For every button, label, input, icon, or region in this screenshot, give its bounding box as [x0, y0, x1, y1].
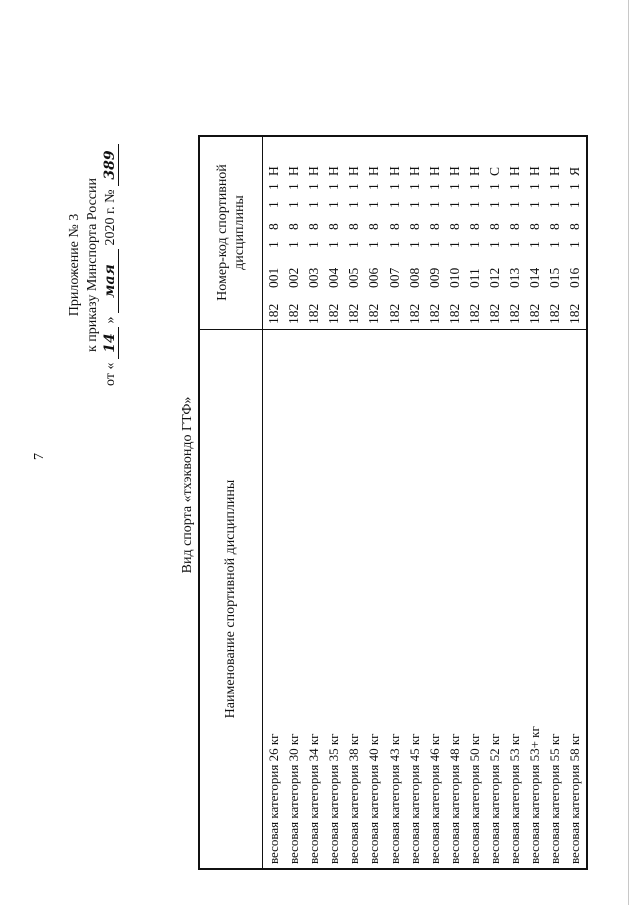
discipline-code: [385, 162, 405, 324]
discipline-name: весовая категория 43 кг: [386, 733, 402, 864]
code-part: 8: [266, 223, 281, 230]
table-row: [324, 137, 344, 868]
code-part: 1: [547, 241, 563, 248]
table-row: [565, 137, 585, 868]
table-row: [364, 137, 384, 868]
code-part: 182: [507, 303, 523, 324]
date-mid: »: [103, 316, 118, 324]
discipline-name: весовая категория 52 кг: [487, 733, 503, 864]
table-row: [264, 137, 284, 868]
discipline-code: [425, 162, 445, 324]
code-part: 182: [466, 303, 482, 324]
code-part: Н: [326, 166, 342, 176]
code-part: 011: [466, 268, 482, 288]
code-part: Н: [426, 166, 442, 176]
code-part: С: [487, 166, 503, 176]
code-part: 182: [366, 303, 382, 324]
code-part: 182: [266, 303, 281, 324]
code-part: 1: [487, 201, 503, 208]
code-part: Я: [567, 166, 583, 176]
code-part: 1: [326, 201, 342, 208]
table-header: [200, 137, 263, 868]
code-part: 1: [527, 201, 543, 208]
date-month-handwritten: мая: [102, 249, 119, 313]
discipline-code: [465, 162, 485, 324]
code-part: 1: [406, 241, 422, 248]
code-part: 1: [547, 201, 563, 208]
code-part: Н: [466, 166, 482, 176]
discipline-code: [545, 162, 565, 324]
sport-title: Вид спорта «тхэквондо ГТФ»: [180, 396, 195, 574]
table-row: [545, 137, 565, 868]
page-number: 7: [32, 453, 47, 460]
discipline-name: весовая категория 45 кг: [406, 733, 422, 864]
code-part: 007: [386, 267, 402, 288]
date-year: 2020 г. №: [103, 189, 118, 246]
code-part: 1: [266, 241, 281, 248]
code-part: 1: [487, 183, 503, 190]
code-part: 8: [446, 223, 462, 230]
appendix-title: Приложение № 3: [67, 213, 82, 317]
discipline-name: весовая категория 30 кг: [286, 733, 302, 864]
header-discipline-code: [200, 136, 262, 330]
code-part: 1: [567, 183, 583, 190]
code-part: 004: [326, 267, 342, 288]
date-prefix: от «: [103, 362, 118, 386]
code-part: 182: [306, 303, 322, 324]
discipline-name: весовая категория 46 кг: [426, 733, 442, 864]
code-part: 8: [426, 223, 442, 230]
code-part: Н: [346, 166, 362, 176]
code-part: 1: [386, 183, 402, 190]
code-part: Н: [507, 166, 523, 176]
table-row: [425, 137, 445, 868]
code-part: 1: [326, 241, 342, 248]
table-row: [525, 137, 545, 868]
code-part: 1: [527, 241, 543, 248]
code-part: 1: [507, 183, 523, 190]
code-part: 014: [527, 267, 543, 288]
table-body: [264, 137, 586, 868]
appendix-block: [66, 115, 120, 415]
code-part: 1: [266, 183, 281, 190]
discipline-name: весовая категория 53+ кг: [527, 726, 543, 864]
code-part: 1: [507, 201, 523, 208]
header-code-line1: Номер-код спортивной: [215, 164, 230, 301]
discipline-code: [304, 162, 324, 324]
code-part: 010: [446, 267, 462, 288]
code-part: 8: [366, 223, 382, 230]
code-part: Н: [386, 166, 402, 176]
code-part: 001: [266, 267, 281, 288]
discipline-code: [284, 162, 304, 324]
table-row: [505, 137, 525, 868]
code-part: 1: [366, 183, 382, 190]
discipline-code: [344, 162, 364, 324]
discipline-code: [264, 162, 284, 324]
code-part: 1: [346, 201, 362, 208]
code-part: 182: [527, 303, 543, 324]
code-part: 015: [547, 267, 563, 288]
code-part: Н: [547, 166, 563, 176]
table-row: [344, 137, 364, 868]
code-part: Н: [446, 166, 462, 176]
code-part: Н: [286, 166, 302, 176]
code-part: Н: [266, 166, 281, 176]
code-part: 8: [326, 223, 342, 230]
code-part: 8: [306, 223, 322, 230]
code-part: 1: [527, 183, 543, 190]
code-part: 1: [567, 201, 583, 208]
code-part: 8: [507, 223, 523, 230]
code-part: 8: [547, 223, 563, 230]
code-part: 1: [567, 241, 583, 248]
code-part: 1: [507, 241, 523, 248]
code-part: 1: [266, 201, 281, 208]
code-part: Н: [527, 166, 543, 176]
code-part: 1: [346, 183, 362, 190]
code-part: Н: [406, 166, 422, 176]
discipline-name: весовая категория 48 кг: [446, 733, 462, 864]
code-part: 8: [567, 223, 583, 230]
table-row: [465, 137, 485, 868]
table-row: [405, 137, 425, 868]
code-part: 1: [446, 241, 462, 248]
code-part: 1: [426, 183, 442, 190]
code-part: 005: [346, 267, 362, 288]
discipline-code: [505, 162, 525, 324]
code-part: 8: [386, 223, 402, 230]
discipline-code: [405, 162, 425, 324]
code-part: 012: [487, 267, 503, 288]
code-part: 1: [426, 241, 442, 248]
code-part: 1: [286, 183, 302, 190]
code-part: 1: [466, 241, 482, 248]
table-row: [445, 137, 465, 868]
disciplines-table: [198, 135, 588, 870]
code-part: 1: [466, 201, 482, 208]
discipline-name: весовая категория 34 кг: [306, 733, 322, 864]
code-part: 8: [466, 223, 482, 230]
code-part: 1: [326, 183, 342, 190]
code-part: 8: [286, 223, 302, 230]
code-part: 1: [346, 241, 362, 248]
code-part: 1: [487, 241, 503, 248]
table-row: [304, 137, 324, 868]
code-part: 1: [426, 201, 442, 208]
discipline-code: [445, 162, 465, 324]
code-part: 1: [306, 183, 322, 190]
code-part: 002: [286, 267, 302, 288]
code-part: 8: [346, 223, 362, 230]
discipline-name: весовая категория 58 кг: [567, 733, 583, 864]
code-part: 013: [507, 267, 523, 288]
discipline-code: [364, 162, 384, 324]
table-row: [284, 137, 304, 868]
header-discipline-name: Наименование спортивной дисциплины: [223, 479, 238, 719]
code-part: 1: [386, 241, 402, 248]
date-day-handwritten: 14: [102, 327, 119, 359]
code-part: 182: [326, 303, 342, 324]
code-part: 182: [487, 303, 503, 324]
table-row: [485, 137, 505, 868]
code-part: 1: [466, 183, 482, 190]
code-part: 1: [547, 183, 563, 190]
code-part: 182: [567, 303, 583, 324]
code-part: 1: [286, 201, 302, 208]
code-part: 182: [406, 303, 422, 324]
code-part: 006: [366, 267, 382, 288]
code-part: 182: [426, 303, 442, 324]
code-part: 1: [446, 183, 462, 190]
code-part: Н: [366, 166, 382, 176]
code-part: 1: [306, 201, 322, 208]
code-part: 1: [306, 241, 322, 248]
code-part: 182: [346, 303, 362, 324]
code-part: 1: [406, 201, 422, 208]
discipline-code: [324, 162, 344, 324]
appendix-date: [102, 115, 120, 415]
code-part: 009: [426, 267, 442, 288]
discipline-name: весовая категория 26 кг: [266, 733, 281, 864]
code-part: 8: [406, 223, 422, 230]
code-part: 008: [406, 267, 422, 288]
discipline-name: весовая категория 55 кг: [547, 733, 563, 864]
discipline-code: [565, 162, 585, 324]
code-part: 1: [366, 241, 382, 248]
code-part: 8: [487, 223, 503, 230]
code-part: 182: [446, 303, 462, 324]
code-part: Н: [306, 166, 322, 176]
discipline-code: [525, 162, 545, 324]
discipline-code: [485, 162, 505, 324]
code-part: 003: [306, 267, 322, 288]
discipline-name: весовая категория 40 кг: [366, 733, 382, 864]
discipline-name: весовая категория 38 кг: [346, 733, 362, 864]
discipline-name: весовая категория 35 кг: [326, 733, 342, 864]
code-part: 8: [527, 223, 543, 230]
code-part: 1: [446, 201, 462, 208]
order-number-handwritten: 389: [102, 144, 119, 186]
header-code-line2: дисциплины: [232, 195, 247, 270]
code-part: 182: [286, 303, 302, 324]
code-part: 1: [286, 241, 302, 248]
code-part: 1: [386, 201, 402, 208]
discipline-name: весовая категория 50 кг: [466, 733, 482, 864]
code-part: 182: [386, 303, 402, 324]
code-part: 1: [406, 183, 422, 190]
code-part: 1: [366, 201, 382, 208]
discipline-name: весовая категория 53 кг: [507, 733, 523, 864]
appendix-order: к приказу Минспорта России: [85, 178, 100, 352]
code-part: 182: [547, 303, 563, 324]
table-row: [385, 137, 405, 868]
code-part: 016: [567, 267, 583, 288]
